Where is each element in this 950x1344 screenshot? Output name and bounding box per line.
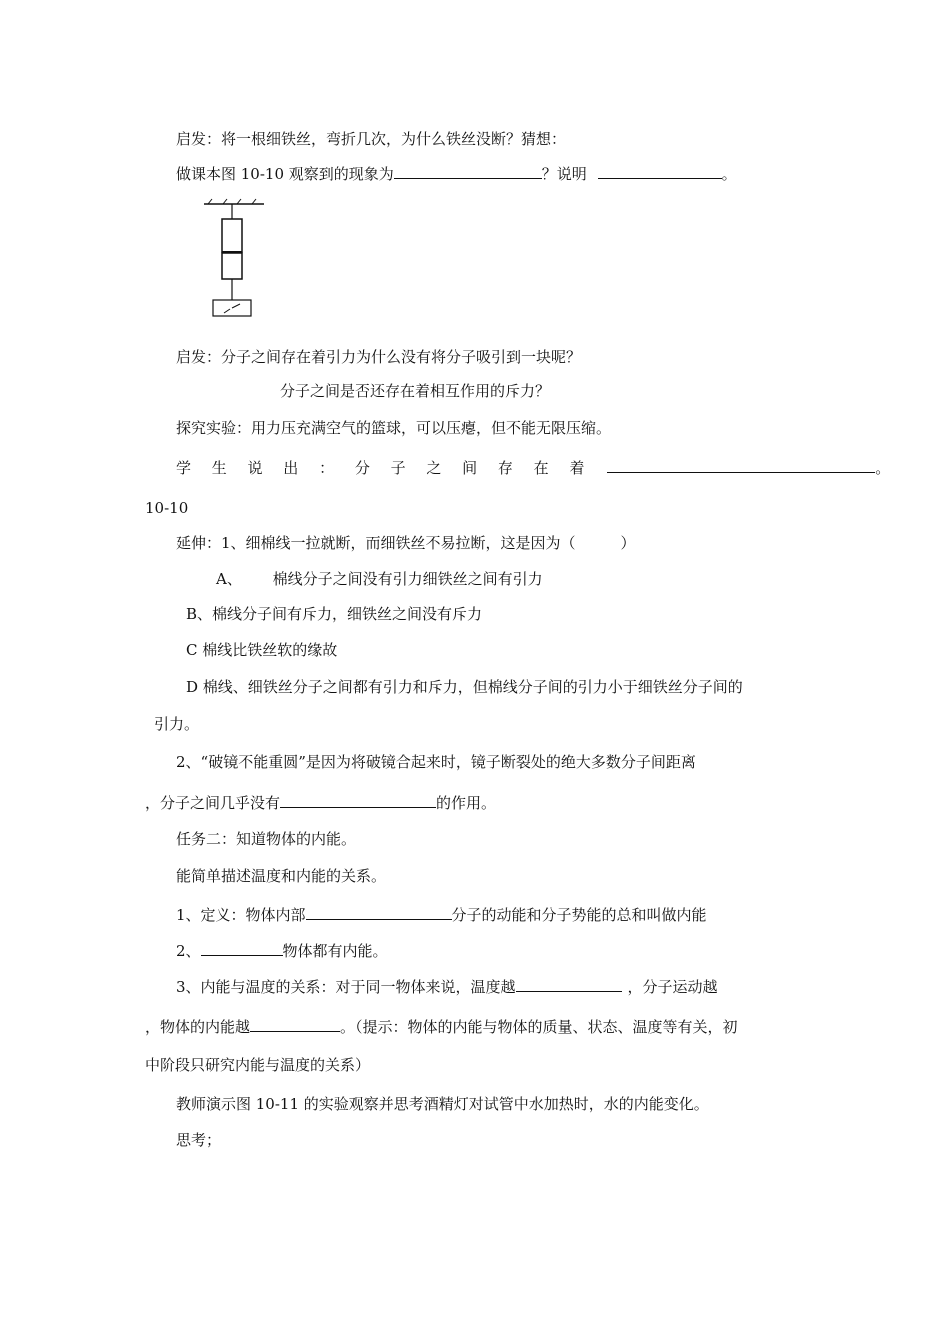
relation-line xyxy=(176,976,718,997)
extension-question-2: 2、“破镜不能重圆”是因为将破镜合起来时，镜子断裂处的绝大多数分子间距离 xyxy=(176,753,696,771)
explain-blank[interactable] xyxy=(598,163,722,179)
period: 。 xyxy=(875,459,891,477)
option-a-letter: A、 xyxy=(216,570,242,588)
option-a-text: 棉线分子之间没有引力细铁丝之间有引力 xyxy=(272,570,543,588)
hint-line-1: 启发：将一根细铁丝，弯折几次，为什么铁丝没断？猜想： xyxy=(176,130,567,148)
hint-text-cont: 中阶段只研究内能与温度的关系） xyxy=(145,1056,371,1074)
relation-tail: ，分子运动越 xyxy=(627,978,718,996)
hint-text: 。（提示：物体的内能与物体的质量、状态、温度等有关，初 xyxy=(340,1018,738,1036)
relation-text: 3、内能与温度的关系：对于同一物体来说，温度越 xyxy=(176,978,516,996)
all-objects-tail: 物体都有内能。 xyxy=(282,942,388,960)
option-d-continued: 引力。 xyxy=(154,715,200,733)
relation-line-cont xyxy=(145,1016,738,1037)
teacher-demo-line: 教师演示图 10-11 的实验观察并思考酒精灯对试管中水加热时，水的内能变化。 xyxy=(176,1095,709,1113)
q2-text: ，分子之间几乎没有 xyxy=(145,794,281,812)
experiment-line: 探究实验：用力压充满空气的篮球，可以压瘪，但不能无限压缩。 xyxy=(176,419,612,437)
observation-text: 做课本图 10-10 观察到的现象为 xyxy=(176,165,394,183)
period: 。 xyxy=(721,165,737,183)
student-text: 学 生 说 出 ： 分 子 之 间 存 在 着 xyxy=(176,459,593,477)
q2-tail: 的作用。 xyxy=(436,794,497,812)
all-objects-blank[interactable] xyxy=(201,940,283,956)
extension-question-1: 延伸：1、细棉线一拉就断，而细铁丝不易拉断，这是因为（ ） xyxy=(176,534,636,552)
internal-energy-text: ，物体的内能越 xyxy=(145,1018,251,1036)
q2-blank[interactable] xyxy=(280,792,436,808)
extension-question-2-cont xyxy=(145,792,496,813)
explain-label: ？说明 xyxy=(541,165,587,183)
option-d: D 棉线、细铁丝分子之间都有引力和斥力，但棉线分子间的引力小于细铁丝分子间的 xyxy=(186,678,743,696)
internal-energy-blank[interactable] xyxy=(250,1016,340,1032)
task-two-heading: 任务二：知道物体的内能。 xyxy=(176,830,357,848)
definition-text: 1、定义：物体内部 xyxy=(176,906,306,924)
option-b: B、棉线分子间有斥力，细铁丝之间没有斥力 xyxy=(186,605,483,623)
hint-line-2: 启发：分子之间存在着引力为什么没有将分子吸引到一块呢？ xyxy=(176,348,582,366)
option-a xyxy=(216,569,543,589)
observation-blank[interactable] xyxy=(394,163,542,179)
option-c: C 棉线比铁丝软的缘故 xyxy=(186,641,338,659)
student-line xyxy=(176,457,890,478)
think-label: 思考； xyxy=(176,1131,222,1149)
definition-tail: 分子的动能和分子势能的总和叫做内能 xyxy=(451,906,707,924)
task-two-goal: 能简单描述温度和内能的关系。 xyxy=(176,867,387,885)
figure-10-10-apparatus xyxy=(200,198,270,322)
figure-label: 10-10 xyxy=(145,499,189,517)
temperature-blank[interactable] xyxy=(516,976,622,992)
all-objects-line xyxy=(176,940,388,961)
definition-line xyxy=(176,904,707,925)
definition-blank[interactable] xyxy=(306,904,452,920)
item-2-number: 2、 xyxy=(176,942,201,960)
repulsion-question: 分子之间是否还存在着相互作用的斥力？ xyxy=(280,382,551,400)
student-blank[interactable] xyxy=(607,457,875,473)
observation-line xyxy=(176,163,737,184)
